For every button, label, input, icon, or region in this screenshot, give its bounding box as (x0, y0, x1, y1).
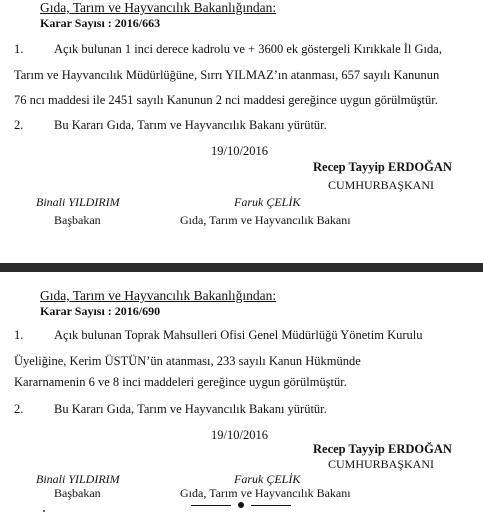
pm-title: Başbakan (54, 486, 101, 500)
item-number: 2. (14, 402, 24, 416)
president-title: CUMHURBAŞKANI (328, 178, 435, 192)
minister-title: Gıda, Tarım ve Hayvancılık Bakanı (180, 486, 351, 500)
decree-date: 19/10/2016 (211, 144, 268, 158)
minister-name: Faruk ÇELİK (234, 195, 301, 209)
item-2-line-1: Bu Kararı Gıda, Tarım ve Hayvancılık Bakanı yürütür. (54, 402, 327, 416)
president-title: CUMHURBAŞKANI (328, 457, 435, 471)
ministry-heading: Gıda, Tarım ve Hayvancılık Bakanlığından: (40, 288, 277, 303)
pm-name: Binali YILDIRIM (36, 472, 120, 486)
scan-speck (43, 510, 45, 512)
item-1-line-1: Açık bulunan Toprak Mahsulleri Ofisi Genel Müdürlüğü Yönetim Kurulu (54, 328, 423, 342)
item-1-line-3: 76 ncı maddesi ile 2451 sayılı Kanunun 2 nci maddesi gereğince uygun görülmüştür. (14, 93, 438, 107)
item-number: 1. (14, 42, 24, 56)
item-number: 2. (14, 118, 24, 132)
item-1-line-2: Üyeliğine, Kerim ÜSTÜN’ün atanması, 233 sayılı Kanun Hükmünde (14, 354, 361, 368)
end-ornament (191, 502, 291, 510)
item-2-line-1: Bu Kararı Gıda, Tarım ve Hayvancılık Bakanı yürütür. (54, 118, 327, 132)
decision-number: Karar Sayısı : 2016/663 (40, 16, 161, 30)
minister-name: Faruk ÇELİK (234, 472, 301, 486)
section-divider (0, 263, 483, 272)
item-1-line-2: Tarım ve Hayvancılık Müdürlüğüne, Sırrı YILMAZ’ın atanması, 657 sayılı Kanunun (14, 68, 440, 82)
decision-number: Karar Sayısı : 2016/690 (40, 304, 161, 318)
decree-section-2 (0, 278, 483, 514)
minister-title: Gıda, Tarım ve Hayvancılık Bakanı (180, 213, 351, 227)
item-number: 1. (14, 328, 24, 342)
president-name: Recep Tayyip ERDOĞAN (313, 442, 452, 456)
pm-title: Başbakan (54, 213, 101, 227)
president-name: Recep Tayyip ERDOĞAN (313, 160, 452, 174)
item-1-line-3: Kararnamenin 6 ve 8 inci maddeleri gereğince uygun görülmüştür. (14, 375, 347, 389)
ministry-heading: Gıda, Tarım ve Hayvancılık Bakanlığından: (40, 0, 277, 15)
pm-name: Binali YILDIRIM (36, 195, 120, 209)
decree-date: 19/10/2016 (211, 428, 268, 442)
item-1-line-1: Açık bulunan 1 inci derece kadrolu ve + 3600 ek göstergeli Kırıkkale İl Gıda, (54, 42, 442, 56)
